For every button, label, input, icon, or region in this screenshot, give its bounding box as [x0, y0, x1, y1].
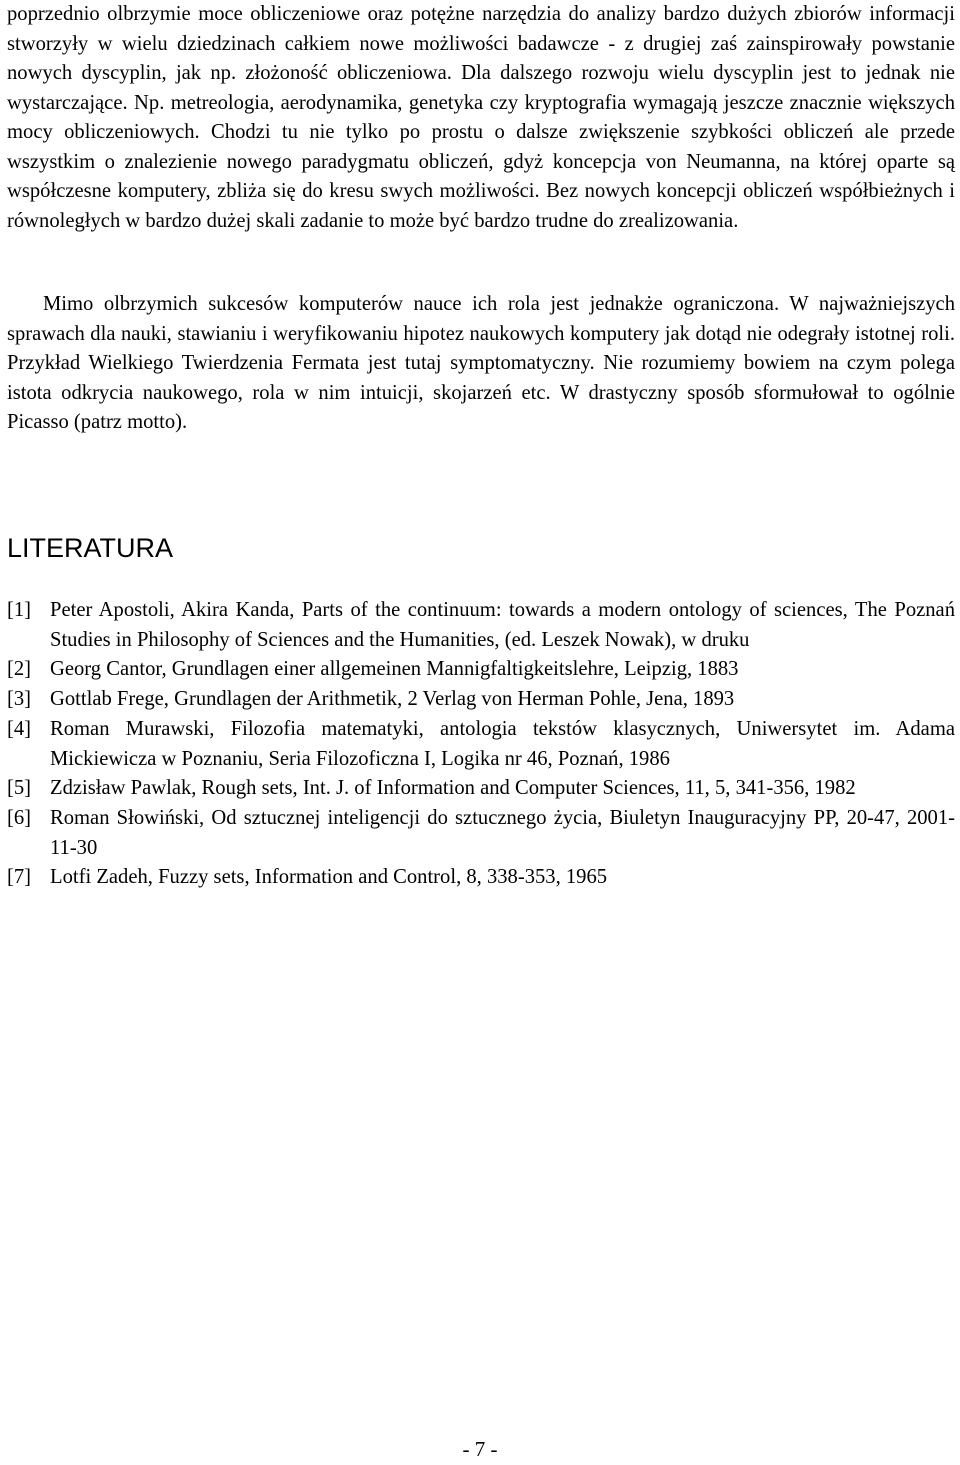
reference-number: [4]	[7, 717, 32, 740]
reference-item	[7, 685, 955, 715]
reference-number: [1]	[7, 599, 32, 621]
reference-list	[7, 596, 955, 893]
reference-text: Lotfi Zadeh, Fuzzy sets, Information and Control, 8, 338-353, 1965	[50, 866, 608, 889]
reference-number: [5]	[7, 777, 32, 800]
reference-number: [3]	[7, 688, 32, 711]
body-paragraph-2: Mimo olbrzymich sukcesów komputerów nauce ich rola jest jednakże ograniczona. W najważniejszych sprawach dla nauki, stawianiu i weryfikowaniu hipotez naukowych komputery jak dotąd nie odegrały istotnej roli. Przykład Wielkiego Twierdzenia Fermata jest tutaj symptomatyczny. Nie rozumiemy bowiem na czym polega istota odkrycia naukowego, rola w nim intuicji, skojarzeń etc. W drastyczny sposób sformułował to ogólnie Picasso (patrz motto).	[7, 293, 955, 433]
reference-number: [7]	[7, 866, 32, 889]
reference-text: Gottlab Frege, Grundlagen der Arithmetik, 2 Verlag von Herman Pohle, Jena, 1893	[50, 688, 735, 711]
reference-item	[7, 804, 955, 863]
literature-heading: LITERATURA	[7, 533, 174, 563]
reference-text: Zdzisław Pawlak, Rough sets, Int. J. of Information and Computer Sciences, 11, 5, 341-356, 1982	[50, 777, 856, 800]
page-number-text: - 7 -	[462, 1437, 498, 1461]
reference-item	[7, 863, 955, 893]
reference-text: Roman Murawski, Filozofia matematyki, antologia tekstów klasycznych, Uniwersytet im. Adama Mickiewicza w Poznaniu, Seria Filozoficzna I, Logika nr 46, Poznań, 1986	[50, 717, 955, 770]
reference-text: Peter Apostoli, Akira Kanda, Parts of the continuum: towards a modern ontology of sciences, The Poznań Studies in Philosophy of Sciences and the Humanities, (ed. Leszek Nowak), w druku	[50, 599, 955, 651]
reference-text: Roman Słowiński, Od sztucznej inteligencji do sztucznego życia, Biuletyn Inauguracyjny PP, 20-47, 2001-11-30	[50, 806, 955, 859]
reference-item	[7, 655, 955, 685]
reference-item	[7, 774, 955, 804]
body-paragraph-1: poprzednio olbrzymie moce obliczeniowe oraz potężne narzędzia do analizy bardzo dużych zbiorów informacji stworzyły w wielu dziedzinach całkiem nowe możliwości badawcze - z drugiej zaś zainspirowały powstanie nowych dyscyplin, jak np. złożoność obliczeniowa. Dla dalszego rozwoju wielu dyscyplin jest to jednak nie wystarczające. Np. metreologia, aerodynamika, genetyka czy kryptografia wymagają jeszcze znacznie większych mocy obliczeniowych. Chodzi tu nie tylko po prostu o dalsze zwiększenie szybkości obliczeń ale przede wszystkim o znalezienie nowego paradygmatu obliczeń, gdyż koncepcja von Neumanna, na której oparte są współczesne komputery, zbliża się do kresu swych możliwości. Bez nowych koncepcji obliczeń współbieżnych i równoległych w bardzo dużej skali zadanie to może być bardzo trudne do zrealizowania.	[7, 3, 955, 232]
reference-item	[7, 596, 955, 655]
reference-number: [2]	[7, 658, 32, 681]
reference-number: [6]	[7, 806, 32, 829]
reference-item	[7, 715, 955, 774]
reference-text: Georg Cantor, Grundlagen einer allgemeinen Mannigfaltigkeitslehre, Leipzig, 1883	[50, 658, 739, 681]
page-number	[0, 1436, 960, 1462]
